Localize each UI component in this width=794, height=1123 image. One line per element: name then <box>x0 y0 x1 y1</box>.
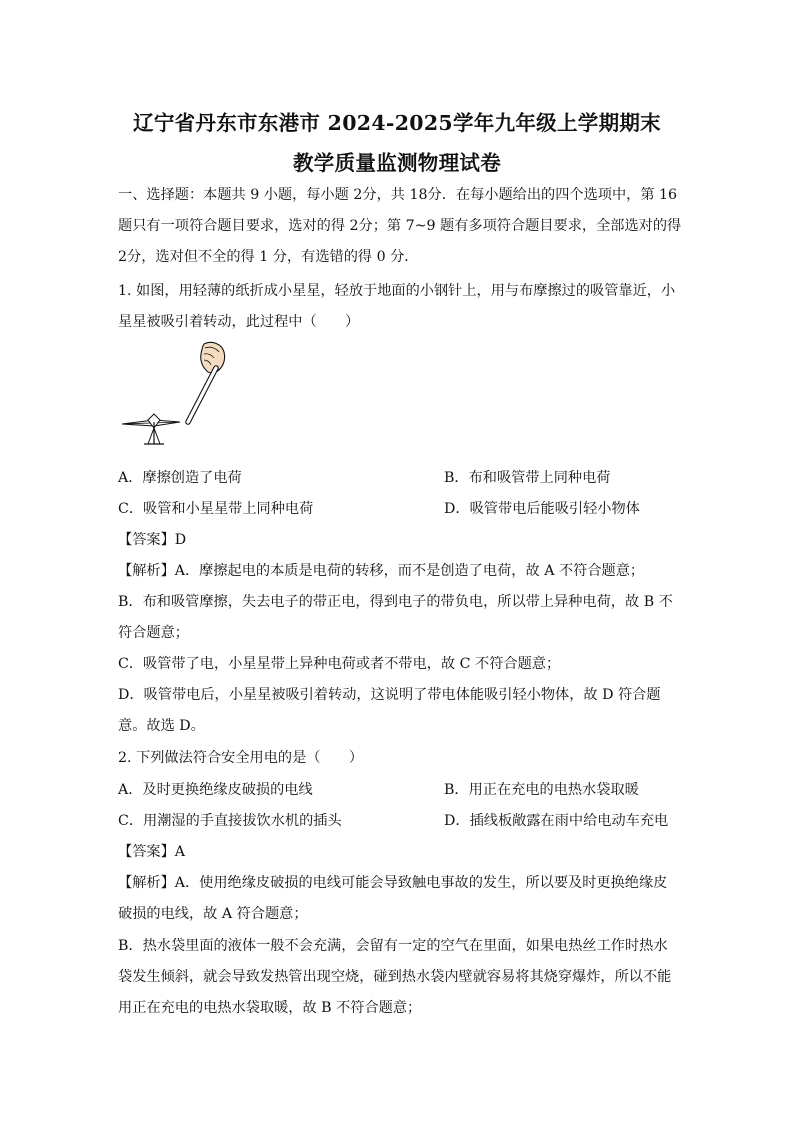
question-1-option-b: B．布和吸管带上同种电荷 <box>444 470 611 486</box>
question-2-explanation-line2: 破损的电线，故 A 符合题意； <box>118 906 308 922</box>
exam-title-line2: 教学质量监测物理试卷 <box>293 151 501 175</box>
question-1-explanation-line3: 符合题意； <box>118 625 189 641</box>
question-2-answer: 【答案】A <box>118 844 185 860</box>
question-2-explanation-line3: B．热水袋里面的液体一般不会充满，会留有一定的空气在里面，如果电热丝工作时热水 <box>118 938 668 954</box>
question-1-option-c: C．吸管和小星星带上同种电荷 <box>118 501 314 517</box>
section-instructions-line2: 题只有一项符合题目要求，选对的得 2分；第 7~9 题有多项符合题目要求，全部选对的得 <box>118 218 682 234</box>
question-2-explanation-line5: 用正在充电的电热水袋取暖，故 B 不符合题意； <box>118 1000 422 1016</box>
question-1-explanation-line4: C．吸管带了电，小星星带上异种电荷或者不带电，故 C 不符合题意； <box>118 656 561 672</box>
question-2-option-c: C．用潮湿的手直接拔饮水机的插头 <box>118 813 342 829</box>
question-1-stem-line1: 1. 如图，用轻薄的纸折成小星星，轻放于地面的小钢针上，用与布摩擦过的吸管靠近，小 <box>118 283 676 299</box>
exam-title-line1: 辽宁省丹东市东港市 2024-2025学年九年级上学期期末 <box>133 111 661 135</box>
straw-and-paper-star-figure <box>118 340 238 452</box>
question-2-option-b: B．用正在充电的电热水袋取暖 <box>444 782 639 798</box>
question-2-option-a: A．及时更换绝缘皮破损的电线 <box>118 782 313 798</box>
section-instructions-line3: 2分，选对但不全的得 1 分，有选错的得 0 分． <box>118 249 419 265</box>
question-1-option-a: A．摩擦创造了电荷 <box>118 470 242 486</box>
question-1-answer: 【答案】D <box>118 532 187 548</box>
question-1-stem-line2: 星星被吸引着转动，此过程中（ ） <box>118 314 360 330</box>
question-2-option-d: D．插线板敞露在雨中给电动车充电 <box>444 813 669 829</box>
question-2-explanation-line1: 【解析】A．使用绝缘皮破损的电线可能会导致触电事故的发生，所以要及时更换绝缘皮 <box>118 875 668 891</box>
question-1-explanation-line1: 【解析】A．摩擦起电的本质是电荷的转移，而不是创造了电荷，故 A 不符合题意； <box>118 563 645 579</box>
question-1-option-d: D．吸管带电后能吸引轻小物体 <box>444 501 640 517</box>
question-2-stem: 2. 下列做法符合安全用电的是（ ） <box>118 750 364 766</box>
question-2-explanation-line4: 袋发生倾斜，就会导致发热管出现空烧，碰到热水袋内壁就容易将其烧穿爆炸，所以不能 <box>118 969 672 985</box>
question-1-explanation-line6: 意。故选 D。 <box>118 718 205 734</box>
section-instructions-line1: 一、选择题：本题共 9 小题，每小题 2分，共 18分．在每小题给出的四个选项中，第 16 <box>118 187 678 203</box>
question-1-explanation-line5: D．吸管带电后，小星星被吸引着转动，这说明了带电体能吸引轻小物体，故 D 符合题 <box>118 687 661 703</box>
question-1-explanation-line2: B．布和吸管摩擦，失去电子的带正电，得到电子的带负电，所以带上异种电荷，故 B 不 <box>118 594 673 610</box>
